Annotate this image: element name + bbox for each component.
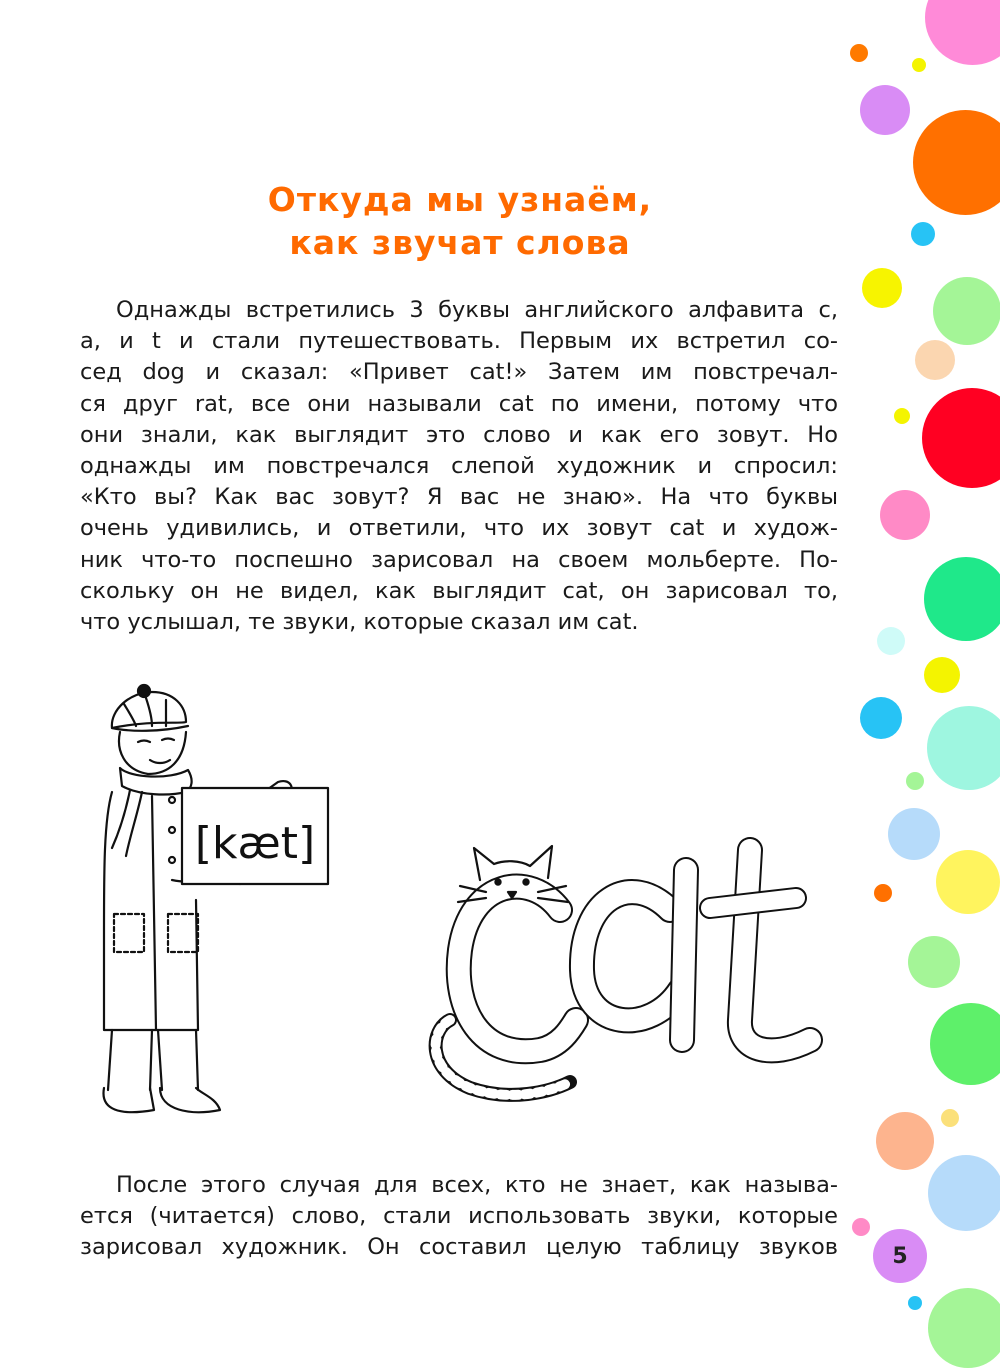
dot bbox=[930, 1003, 1000, 1085]
dot bbox=[850, 44, 868, 62]
title-line: как звучат слова bbox=[289, 223, 631, 262]
dot bbox=[925, 0, 1000, 65]
dot bbox=[906, 772, 924, 790]
dot bbox=[928, 1155, 1000, 1231]
dot bbox=[941, 1109, 959, 1127]
dot bbox=[908, 936, 960, 988]
page-number-badge bbox=[873, 1229, 927, 1283]
dot bbox=[860, 85, 910, 135]
dot bbox=[928, 1288, 1000, 1368]
text-line: очень удивились, и ответили, что их зовут cat и худож- bbox=[80, 515, 838, 542]
dot bbox=[908, 1296, 922, 1310]
dot bbox=[894, 408, 910, 424]
dot bbox=[933, 277, 1000, 345]
dot bbox=[880, 490, 930, 540]
text-line: ется (читается) слово, стали использовать звуки, которые bbox=[80, 1203, 838, 1230]
text-line: однажды им повстречался слепой художник и спросил: bbox=[80, 453, 838, 480]
story-paragraph bbox=[80, 295, 838, 638]
page-number: 5 bbox=[892, 1243, 908, 1269]
dot bbox=[936, 850, 1000, 914]
dot bbox=[915, 340, 955, 380]
dot bbox=[852, 1218, 870, 1236]
text-line: a, и t и стали путешествовать. Первым их встретил со- bbox=[80, 328, 838, 355]
illustration bbox=[90, 670, 850, 1140]
text-line: зарисовал художник. Он составил целую таблицу звуков bbox=[80, 1234, 838, 1261]
text-line: После этого случая для всех, кто не знает, как называ- bbox=[116, 1172, 838, 1198]
story-paragraph-2 bbox=[80, 1170, 838, 1264]
dot bbox=[913, 110, 1000, 215]
dot bbox=[912, 58, 926, 72]
cat-word-drawing bbox=[436, 846, 810, 1095]
dot bbox=[862, 268, 902, 308]
page-title bbox=[80, 178, 840, 264]
dot bbox=[877, 627, 905, 655]
dot bbox=[874, 884, 892, 902]
text-line: ся друг rat, все они называли cat по имени, потому что bbox=[80, 390, 838, 417]
text-line: Однажды встретились 3 буквы английского алфавита c, bbox=[116, 297, 838, 323]
phonetic-sign bbox=[182, 788, 328, 884]
text-line: скольку он не видел, как выглядит cat, он зарисовал то, bbox=[80, 577, 838, 604]
dot bbox=[911, 222, 935, 246]
dot bbox=[888, 808, 940, 860]
dot bbox=[860, 697, 902, 739]
text-line: «Кто вы? Как вас зовут? Я вас не знаю». На что буквы bbox=[80, 484, 838, 511]
dot bbox=[922, 388, 1000, 488]
text-line: сед dog и сказал: «Привет cat!» Затем им повстречал- bbox=[80, 359, 838, 386]
dot bbox=[876, 1112, 934, 1170]
text-line: ник что-то поспешно зарисовал на своем мольберте. По- bbox=[80, 546, 838, 573]
dot bbox=[924, 557, 1000, 641]
dot bbox=[924, 657, 960, 693]
dot bbox=[927, 706, 1000, 790]
text-line: что услышал, те звуки, которые сказал им cat. bbox=[80, 609, 639, 636]
title-line: Откуда мы узнаём, bbox=[267, 180, 653, 219]
painter-figure bbox=[103, 685, 291, 1112]
text-line: они знали, как выглядит это слово и как его зовут. Но bbox=[80, 421, 838, 448]
sign-text: [kæt] bbox=[194, 818, 316, 869]
